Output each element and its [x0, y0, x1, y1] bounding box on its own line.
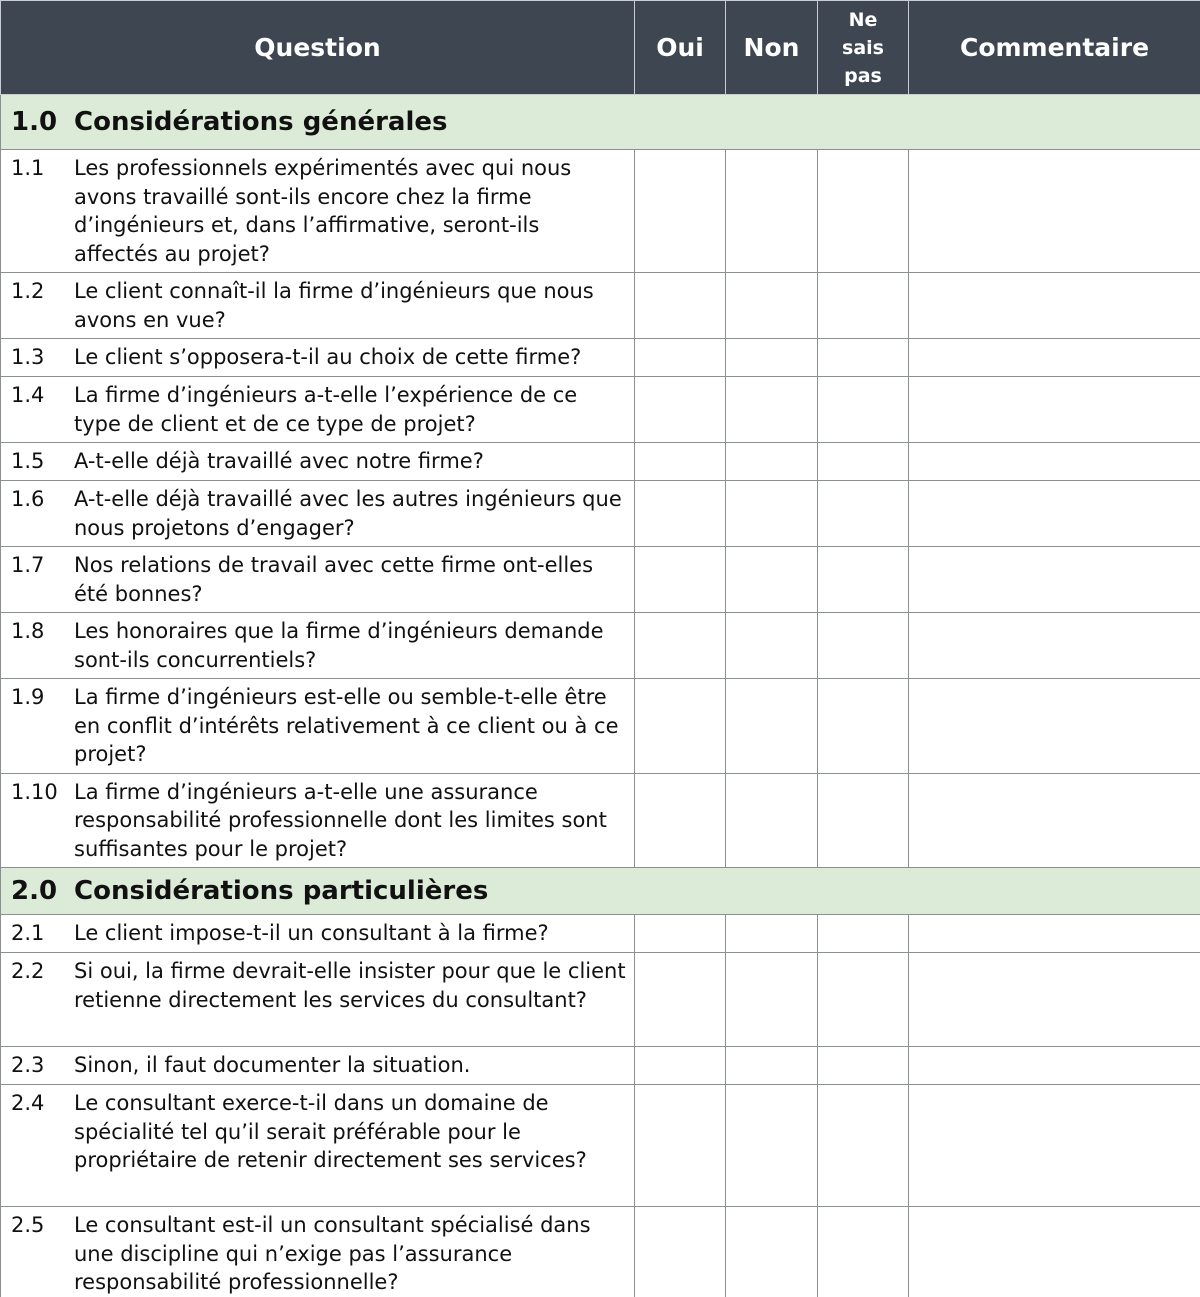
header-ne-sais-pas-line: Ne: [848, 8, 878, 31]
header-non: Non: [726, 1, 818, 95]
commentaire-cell[interactable]: [909, 377, 1200, 443]
question-number: 1.2: [11, 279, 45, 303]
question-row: [1, 443, 1200, 481]
ne-sais-pas-cell[interactable]: [818, 273, 909, 339]
header-question: Question: [1, 1, 635, 95]
ne-sais-pas-cell[interactable]: [818, 679, 909, 774]
question-row: [1, 273, 1200, 339]
question-cell: [1, 273, 635, 339]
ne-sais-pas-cell[interactable]: [818, 915, 909, 953]
non-cell[interactable]: [726, 339, 818, 377]
question-number: 2.2: [11, 959, 45, 983]
ne-sais-pas-cell[interactable]: [818, 481, 909, 547]
question-number: 1.9: [11, 685, 45, 709]
non-cell[interactable]: [726, 613, 818, 679]
question-inner: [11, 381, 626, 438]
header-oui: Oui: [635, 1, 726, 95]
section-heading: [1, 868, 1200, 915]
oui-cell[interactable]: [635, 679, 726, 774]
question-text: La firme d’ingénieurs est-elle ou semble-t-elle être en conflit d’intérêts relativement à ce client ou à ce projet?: [74, 685, 619, 766]
ne-sais-pas-cell[interactable]: [818, 547, 909, 613]
non-cell[interactable]: [726, 679, 818, 774]
question-inner: [11, 919, 626, 948]
section-number: 2.0: [11, 876, 58, 906]
oui-cell[interactable]: [635, 547, 726, 613]
question-cell: [1, 339, 635, 377]
ne-sais-pas-cell[interactable]: [818, 150, 909, 273]
question-number: 1.1: [11, 156, 45, 180]
non-cell[interactable]: [726, 1047, 818, 1085]
question-text: Les honoraires que la firme d’ingénieurs demande sont-ils concurrentiels?: [74, 619, 604, 672]
question-text: A-t-elle déjà travaillé avec les autres ingénieurs que nous projetons d’engager?: [74, 487, 622, 540]
ne-sais-pas-cell[interactable]: [818, 339, 909, 377]
non-cell[interactable]: [726, 1085, 818, 1207]
commentaire-cell[interactable]: [909, 339, 1200, 377]
question-inner: [11, 485, 626, 542]
question-text: Le consultant est-il un consultant spécialisé dans une discipline qui n’exige pas l’assurance responsabilité professionnelle?: [74, 1213, 591, 1294]
question-inner: [11, 683, 626, 769]
ne-sais-pas-cell[interactable]: [818, 443, 909, 481]
question-inner: [11, 778, 626, 864]
question-text: Si oui, la firme devrait-elle insister pour que le client retienne directement les services du consultant?: [74, 959, 626, 1012]
commentaire-cell[interactable]: [909, 679, 1200, 774]
question-number: 1.10: [11, 779, 58, 804]
non-cell[interactable]: [726, 481, 818, 547]
question-text: Les professionnels expérimentés avec qui nous avons travaillé sont-ils encore chez la firme d’ingénieurs et, dans l’affirmative, seront-ils affectés au projet?: [74, 156, 572, 266]
question-number: 2.3: [11, 1053, 45, 1077]
non-cell[interactable]: [726, 953, 818, 1047]
question-number: 1.3: [11, 345, 45, 369]
non-cell[interactable]: [726, 915, 818, 953]
oui-cell[interactable]: [635, 1207, 726, 1297]
section-heading-inner: [1, 876, 1200, 906]
header-ne-sais-pas: [818, 1, 909, 95]
oui-cell[interactable]: [635, 339, 726, 377]
non-cell[interactable]: [726, 547, 818, 613]
question-cell: [1, 377, 635, 443]
question-row: [1, 481, 1200, 547]
question-inner: [11, 957, 626, 1014]
question-cell: [1, 679, 635, 774]
commentaire-cell[interactable]: [909, 1207, 1200, 1297]
question-number: 2.4: [11, 1091, 45, 1115]
question-inner: [11, 1211, 626, 1297]
question-row: [1, 547, 1200, 613]
question-text: Sinon, il faut documenter la situation.: [74, 1053, 471, 1077]
question-inner: [11, 277, 626, 334]
section-heading-inner: [1, 107, 1200, 137]
section-title: Considérations générales: [74, 107, 448, 137]
commentaire-cell[interactable]: [909, 1047, 1200, 1085]
section-row: [1, 95, 1200, 150]
question-row: [1, 915, 1200, 953]
oui-cell[interactable]: [635, 150, 726, 273]
ne-sais-pas-cell[interactable]: [818, 953, 909, 1047]
question-text: Le client impose-t-il un consultant à la firme?: [74, 921, 549, 945]
question-inner: [11, 343, 626, 372]
commentaire-cell[interactable]: [909, 613, 1200, 679]
question-row: [1, 613, 1200, 679]
commentaire-cell[interactable]: [909, 273, 1200, 339]
question-row: [1, 150, 1200, 273]
question-cell: [1, 481, 635, 547]
question-cell: [1, 1047, 635, 1085]
question-row: [1, 377, 1200, 443]
ne-sais-pas-cell[interactable]: [818, 773, 909, 868]
non-cell[interactable]: [726, 377, 818, 443]
question-inner: [11, 617, 626, 674]
section-title: Considérations particulières: [74, 876, 489, 906]
commentaire-cell[interactable]: [909, 915, 1200, 953]
header-commentaire: Commentaire: [909, 1, 1200, 95]
question-text: Le client connaît-il la firme d’ingénieurs que nous avons en vue?: [74, 279, 594, 332]
non-cell[interactable]: [726, 443, 818, 481]
oui-cell[interactable]: [635, 915, 726, 953]
checklist-body: [1, 95, 1200, 1297]
question-row: [1, 679, 1200, 774]
ne-sais-pas-cell[interactable]: [818, 377, 909, 443]
ne-sais-pas-cell[interactable]: [818, 1047, 909, 1085]
oui-cell[interactable]: [635, 443, 726, 481]
non-cell[interactable]: [726, 273, 818, 339]
oui-cell[interactable]: [635, 481, 726, 547]
question-cell: [1, 613, 635, 679]
question-number: 2.5: [11, 1213, 45, 1237]
question-row: [1, 953, 1200, 1047]
header-ne-sais-pas-line: pas: [844, 64, 882, 87]
question-text: La firme d’ingénieurs a-t-elle une assurance responsabilité professionnelle dont les limites sont suffisantes pour le projet?: [74, 779, 607, 861]
question-number: 1.6: [11, 487, 45, 511]
question-text: Le consultant exerce-t-il dans un domaine de spécialité tel qu’il serait préférable pour le propriétaire de retenir directement ses services?: [74, 1091, 587, 1172]
question-row: [1, 773, 1200, 868]
question-number: 2.1: [11, 921, 45, 945]
ne-sais-pas-cell[interactable]: [818, 1207, 909, 1297]
question-number: 1.7: [11, 553, 45, 577]
non-cell[interactable]: [726, 150, 818, 273]
oui-cell[interactable]: [635, 773, 726, 868]
question-inner: [11, 1051, 626, 1080]
section-number: 1.0: [11, 107, 58, 137]
commentaire-cell[interactable]: [909, 443, 1200, 481]
commentaire-cell[interactable]: [909, 1085, 1200, 1207]
commentaire-cell[interactable]: [909, 773, 1200, 868]
section-row: [1, 868, 1200, 915]
question-number: 1.8: [11, 619, 45, 643]
commentaire-cell[interactable]: [909, 481, 1200, 547]
ne-sais-pas-cell[interactable]: [818, 1085, 909, 1207]
ne-sais-pas-cell[interactable]: [818, 613, 909, 679]
commentaire-cell[interactable]: [909, 953, 1200, 1047]
oui-cell[interactable]: [635, 377, 726, 443]
question-cell: [1, 443, 635, 481]
question-cell: [1, 773, 635, 868]
oui-cell[interactable]: [635, 613, 726, 679]
oui-cell[interactable]: [635, 273, 726, 339]
question-row: [1, 1085, 1200, 1207]
non-cell[interactable]: [726, 1207, 818, 1297]
question-row: [1, 1047, 1200, 1085]
question-number: 1.5: [11, 449, 45, 473]
header-row: [1, 1, 1200, 95]
question-row: [1, 339, 1200, 377]
question-inner: [11, 154, 626, 268]
question-cell: [1, 150, 635, 273]
question-cell: [1, 915, 635, 953]
commentaire-cell[interactable]: [909, 547, 1200, 613]
header-ne-sais-pas-line: sais: [842, 36, 884, 59]
question-cell: [1, 1207, 635, 1297]
oui-cell[interactable]: [635, 1047, 726, 1085]
non-cell[interactable]: [726, 773, 818, 868]
question-cell: [1, 1085, 635, 1207]
question-row: [1, 1207, 1200, 1297]
oui-cell[interactable]: [635, 1085, 726, 1207]
question-text: Nos relations de travail avec cette firme ont-elles été bonnes?: [74, 553, 594, 606]
commentaire-cell[interactable]: [909, 150, 1200, 273]
question-cell: [1, 953, 635, 1047]
question-text: La firme d’ingénieurs a-t-elle l’expérience de ce type de client et de ce type de projet?: [74, 383, 578, 436]
question-inner: [11, 447, 626, 476]
question-cell: [1, 547, 635, 613]
question-text: A-t-elle déjà travaillé avec notre firme?: [74, 449, 484, 473]
section-heading: [1, 95, 1200, 150]
question-inner: [11, 1089, 626, 1175]
oui-cell[interactable]: [635, 953, 726, 1047]
question-number: 1.4: [11, 383, 45, 407]
question-text: Le client s’opposera-t-il au choix de cette firme?: [74, 345, 582, 369]
question-inner: [11, 551, 626, 608]
